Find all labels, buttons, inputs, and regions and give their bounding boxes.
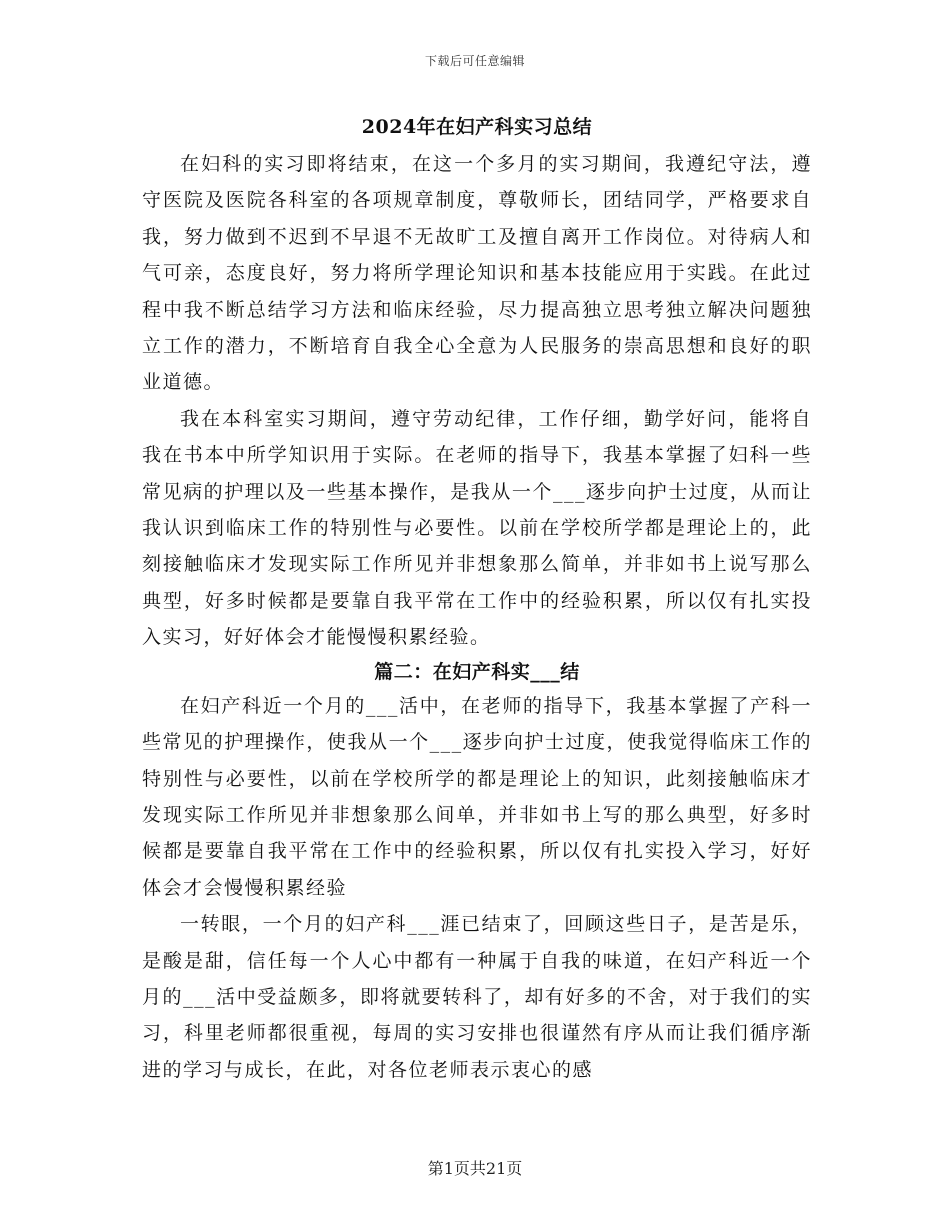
paragraph-2: 我在本科室实习期间，遵守劳动纪律，工作仔细，勤学好问，能将自我在书本中所学知识用于实际。在老师的指导下，我基本掌握了妇科一些常见病的护理以及一些基本操作，是我从一个___逐步向护士过度，从而让我认识到临床工作的特别性与必要性。以前在学校所学都是理论上的，此刻接触临床才发现实际工作所见并非想象那么简单，并非如书上说写那么典型，好多时候都是要靠自我平常在工作中的经验积累，所以仅有扎实投入实习，好好体会才能慢慢积累经验。 — [142, 407, 812, 649]
paragraph-1: 在妇科的实习即将结束，在这一个多月的实习期间，我遵纪守法，遵守医院及医院各科室的各项规章制度，尊敬师长，团结同学，严格要求自我，努力做到不迟到不早退不无故旷工及擅自离开工作岗位。对待病人和气可亲，态度良好，努力将所学理论知识和基本技能应用于实践。在此过程中我不断总结学习方法和临床经验，尽力提高独立思考独立解决问题独立工作的潜力，不断培育自我全心全意为人民服务的崇高思想和良好的职业道德。 — [142, 153, 812, 394]
page-number: 第1页共21页 — [427, 1159, 523, 1178]
document-body — [142, 112, 812, 1088]
document-title: 2024年在妇产科实习总结 — [361, 116, 593, 138]
paragraph-4: 一转眼，一个月的妇产科___涯已结束了，回顾这些日子，是苦是乐，是酸是甜，信任每一个人心中都有一种属于自我的味道，在妇产科近一个月的___活中受益颇多，即将就要转科了，却有好多的不舍，对于我们的实习，科里老师都很重视，每周的实习安排也很谨然有序从而让我们循序渐进的学习与成长，在此，对各位老师表示衷心的感 — [142, 913, 812, 1081]
section-title-part2: 篇二：在妇产科实___结 — [374, 660, 580, 683]
page-header-note: 下载后可任意编辑 — [424, 54, 525, 68]
paragraph-3: 在妇产科近一个月的___活中，在老师的指导下，我基本掌握了产科一些常见的护理操作，使我从一个___逐步向护士过度，使我觉得临床工作的特别性与必要性，以前在学校所学的都是理论上的知识，此刻接触临床才发现实际工作所见并非想象那么间单，并非如书上写的那么典型，好多时候都是要靠自我平常在工作中的经验积累，所以仅有扎实投入学习，好好体会才会慢慢积累经验 — [142, 694, 812, 899]
